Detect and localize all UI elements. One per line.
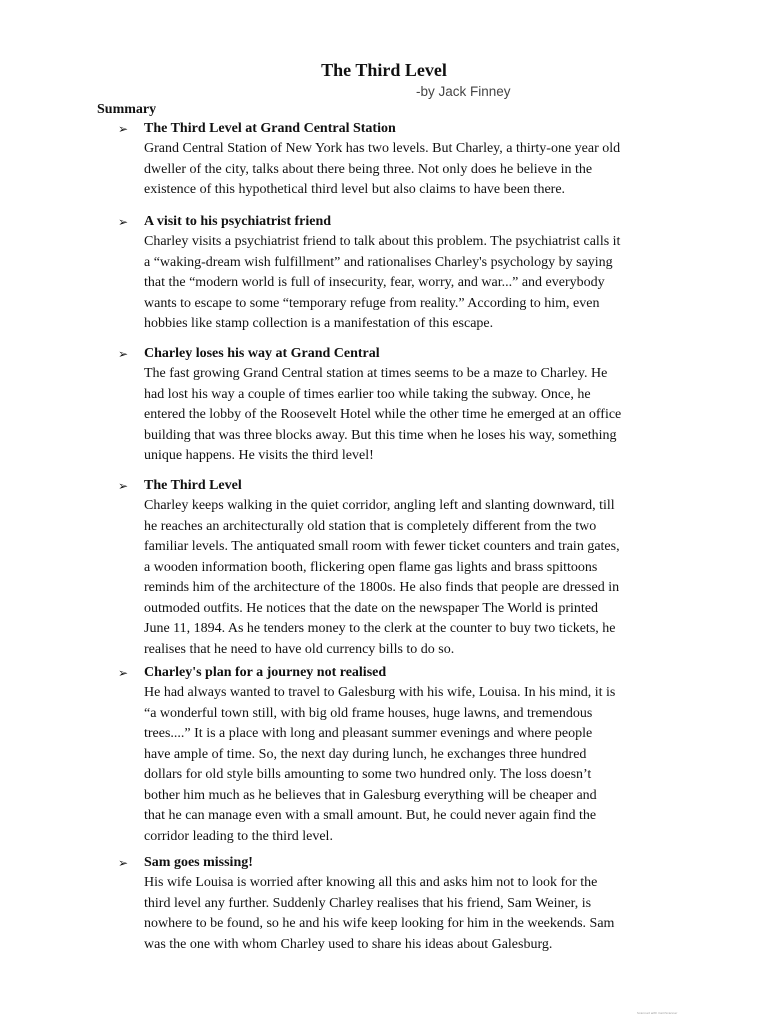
- body-line: hobbies like stamp collection is a manifestation of this escape.: [144, 316, 494, 331]
- body-line: third level any further. Suddenly Charley realises that his friend, Sam Weiner, is: [144, 895, 592, 911]
- summary-section: [97, 853, 677, 955]
- section-heading-row: [97, 853, 677, 873]
- body-line: He had always wanted to travel to Galesburg with his wife, Louisa. In his mind, it is: [144, 685, 616, 700]
- body-line: nowhere to be found, so he and his wife keep looking for him in the weekends. Sam: [144, 916, 615, 931]
- author-line: -by Jack Finney: [416, 84, 511, 99]
- arrow-bullet-icon: ➢: [118, 215, 129, 229]
- body-line: realises that he need to have old currency bills to do so.: [144, 641, 455, 657]
- body-line: “a wonderful town still, with big old frame houses, huge lawns, and tremendous: [144, 705, 593, 721]
- section-heading: Charley's plan for a journey not realised: [144, 665, 387, 680]
- section-heading: The Third Level at Grand Central Station: [144, 121, 396, 136]
- body-line: wants to escape to some “temporary refuge from reality.” According to him, even: [144, 295, 600, 311]
- body-line: entered the lobby of the Roosevelt Hotel while the other time he emerged at an office: [144, 407, 622, 422]
- section-heading-row: [97, 344, 677, 364]
- section-heading-row: [97, 476, 677, 496]
- body-line: The fast growing Grand Central station at times seems to be a maze to Charley. He: [144, 366, 608, 381]
- body-line: Charley keeps walking in the quiet corridor, angling left and slanting downward, till: [144, 498, 615, 513]
- section-heading: Sam goes missing!: [144, 855, 253, 870]
- summary-section: [97, 663, 677, 847]
- summary-label: Summary: [97, 102, 157, 117]
- body-line: building that was three blocks away. But this time when he loses his way, something: [144, 427, 617, 443]
- arrow-bullet-icon: ➢: [118, 122, 129, 136]
- arrow-bullet-icon: ➢: [118, 666, 129, 680]
- section-body: [144, 139, 684, 201]
- body-line: bother him much as he believes that in Galesburg everything will be cheaper and: [144, 787, 597, 803]
- section-body: [144, 683, 684, 847]
- section-body: [144, 232, 684, 335]
- section-heading-row: [97, 119, 677, 139]
- arrow-bullet-icon: ➢: [118, 479, 129, 493]
- summary-section: [97, 212, 677, 335]
- section-body: [144, 364, 684, 467]
- body-line: dweller of the city, talks about there being three. Not only does he believe in the: [144, 161, 593, 177]
- section-heading: Charley loses his way at Grand Central: [144, 346, 380, 361]
- section-heading: A visit to his psychiatrist friend: [144, 214, 332, 229]
- body-line: that the “modern world is full of insecurity, fear, worry, and war...” and everybody: [144, 275, 605, 290]
- section-body: [144, 496, 684, 660]
- body-line: Charley visits a psychiatrist friend to talk about this problem. The psychiatrist calls it: [144, 234, 621, 249]
- body-line: familiar levels. The antiquated small room with fewer ticket counters and train gates,: [144, 539, 620, 554]
- body-line: Grand Central Station of New York has two levels. But Charley, a thirty-one year old: [144, 141, 621, 156]
- body-line: a “waking-dream wish fulfillment” and rationalises Charley's psychology by saying: [144, 254, 613, 270]
- body-line: that he can manage even with a small amount. But, he could never again find the: [144, 808, 597, 823]
- section-heading-row: [97, 663, 677, 683]
- page-title: The Third Level: [321, 60, 447, 80]
- section-heading-row: [97, 212, 677, 232]
- arrow-bullet-icon: ➢: [118, 347, 129, 361]
- body-line: a wooden information booth, flickering open flame gas lights and brass spittoons: [144, 559, 598, 575]
- body-line: June 11, 1894. As he tenders money to the clerk at the counter to buy two tickets, he: [144, 621, 616, 636]
- body-line: was the one with whom Charley used to share his ideas about Galesburg.: [144, 936, 553, 952]
- body-line: dollars for old style bills amounting to some two hundred only. The loss doesn’t: [144, 767, 592, 782]
- body-line: he reaches an architecturally old station that is completely different from the two: [144, 518, 597, 534]
- body-line: trees....” It is a place with long and pleasant summer evenings and where people: [144, 726, 593, 741]
- summary-section: [97, 344, 677, 467]
- body-line: have ample of time. So, the next day during lunch, he exchanges three hundred: [144, 746, 587, 762]
- section-heading: The Third Level: [144, 478, 242, 493]
- arrow-bullet-icon: ➢: [118, 856, 129, 870]
- body-line: existence of this hypothetical third level but also claims to have been there.: [144, 182, 566, 197]
- body-line: corridor leading to the third level.: [144, 828, 333, 844]
- body-line: His wife Louisa is worried after knowing all this and asks him not to look for the: [144, 875, 598, 890]
- body-line: reminds him of the architecture of the 1800s. He also finds that people are dressed in: [144, 580, 620, 595]
- summary-section: [97, 119, 677, 201]
- section-body: [144, 873, 684, 955]
- body-line: outmoded outfits. He notices that the date on the newspaper The World is printed: [144, 600, 599, 616]
- scanner-watermark: Scanned with CamScanner: [637, 1011, 678, 1015]
- body-line: unique happens. He visits the third level!: [144, 448, 374, 463]
- body-line: had lost his way a couple of times earlier too while taking the subway. Once, he: [144, 386, 591, 402]
- summary-section: [97, 476, 677, 660]
